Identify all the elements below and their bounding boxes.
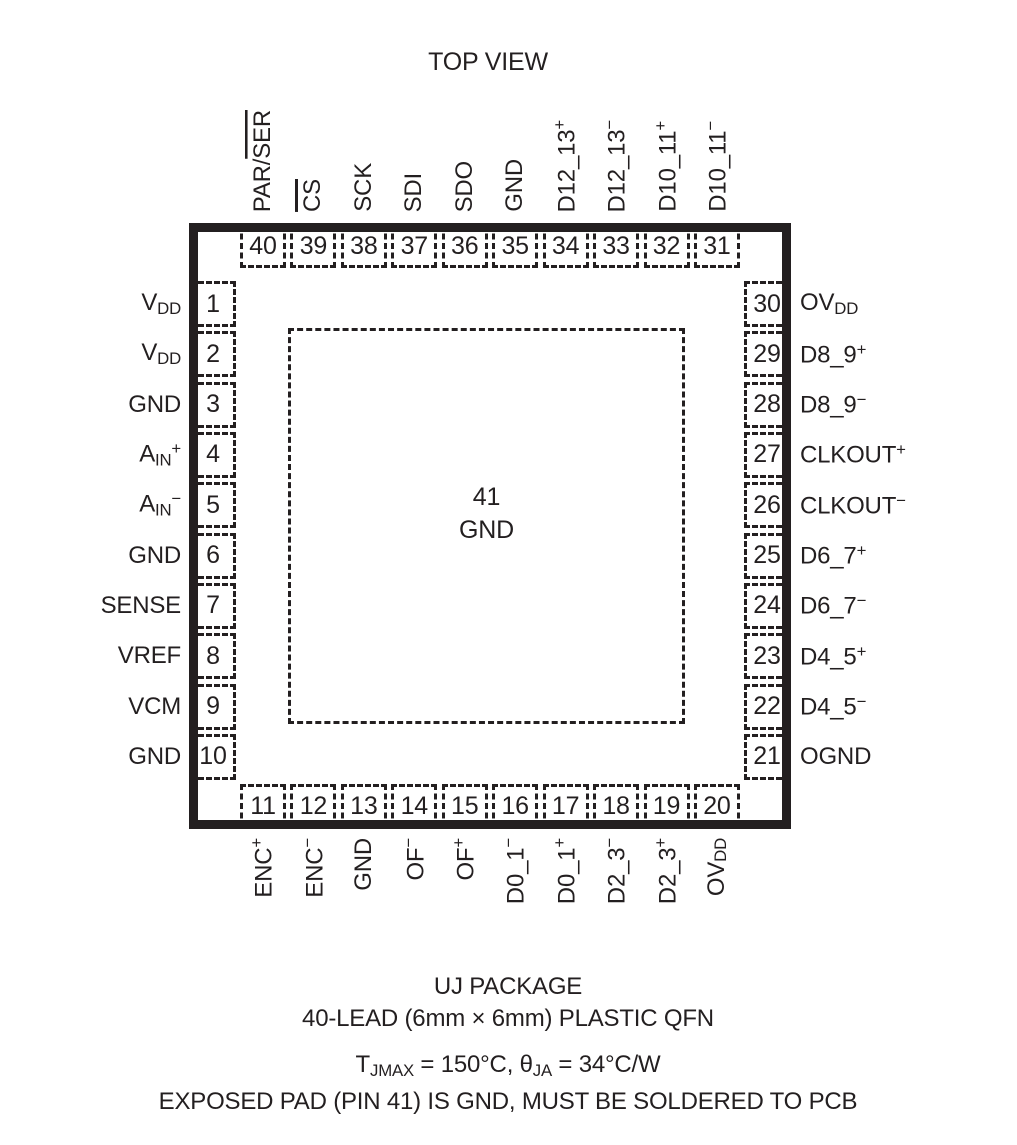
pin-38-label-cell xyxy=(341,85,387,212)
pin-number: 6 xyxy=(206,541,220,570)
pin-17-label: D0_1+ xyxy=(549,838,581,905)
pin-29-label: D8_9+ xyxy=(800,339,867,369)
pin-30-label-cell xyxy=(800,281,1017,327)
thermal-info: $T_{JMAX} = 150^\circ C$, $\theta_{JA} = 34^\circ C/W$ xyxy=(355,1051,661,1081)
pin-34-label: D12_13+ xyxy=(549,119,581,212)
pin-35-label: GND xyxy=(501,159,529,212)
pin-10-label-cell xyxy=(0,734,181,780)
pin-number: 37 xyxy=(400,231,429,260)
pin-7-label-cell xyxy=(0,583,181,629)
pin-12-label-cell xyxy=(290,838,336,968)
pin-26 xyxy=(744,482,790,528)
pin-number: 19 xyxy=(652,791,681,820)
pin-16 xyxy=(492,784,538,828)
pin-number: 13 xyxy=(350,791,378,820)
pin-34 xyxy=(543,224,589,268)
pin-4-label: $A_{IN}^+$ xyxy=(139,439,181,470)
pin-number: 14 xyxy=(400,791,429,820)
pin-15 xyxy=(442,784,488,828)
pin-22-label-cell xyxy=(800,684,1017,730)
pin-number: 32 xyxy=(652,231,681,260)
pin-28-label-cell xyxy=(800,382,1017,428)
pin-number: 4 xyxy=(206,440,220,469)
pin-number: 17 xyxy=(551,791,580,820)
pin-35-label-cell xyxy=(492,85,538,212)
pin-2 xyxy=(190,331,236,377)
pin-number: 5 xyxy=(206,490,220,519)
pin-number: 30 xyxy=(753,289,781,318)
pin-number: 18 xyxy=(602,791,630,820)
pin-22 xyxy=(744,684,790,730)
pin-22-label: D4_5− xyxy=(800,691,867,721)
pin-14 xyxy=(391,784,437,828)
pin-number: 23 xyxy=(753,641,781,670)
pin-number: 15 xyxy=(451,791,479,820)
pin-24-label-cell xyxy=(800,583,1017,629)
pin-8 xyxy=(190,633,236,679)
pin-24-label: D6_7− xyxy=(800,591,867,620)
pin-37 xyxy=(391,224,437,268)
pin-29 xyxy=(744,331,790,377)
pin-number: 40 xyxy=(249,231,277,260)
pin-number: 27 xyxy=(753,440,781,469)
pin-6 xyxy=(190,533,236,579)
pin-labels-bottom xyxy=(240,838,740,968)
pin-12-label: ENC− xyxy=(297,838,329,898)
pin-40-label-cell xyxy=(240,85,286,212)
pin-number: 26 xyxy=(753,490,781,519)
pin-17-label-cell xyxy=(543,838,589,968)
pin-26-label: CLKOUT− xyxy=(800,490,906,520)
pin-37-label: SDI xyxy=(400,172,428,212)
pin-3 xyxy=(190,382,236,428)
pin-19-label-cell xyxy=(644,838,690,968)
footer-notes-block xyxy=(8,1049,1008,1117)
pin-7 xyxy=(190,583,236,629)
pin-number: 20 xyxy=(703,791,731,820)
exposed-pad xyxy=(288,481,685,547)
exposed-pad-number: 41 xyxy=(472,483,501,511)
pin-33-label: D12_13− xyxy=(600,119,631,212)
exposed-pad-note: EXPOSED PAD (PIN 41) IS GND, MUST BE SOLDERED TO PCB xyxy=(158,1088,858,1116)
pin-number: 10 xyxy=(199,742,227,771)
pin-number: 7 xyxy=(206,591,220,620)
pin-13-label-cell xyxy=(341,838,387,968)
pin-number: 25 xyxy=(753,541,781,570)
pin-25-label-cell xyxy=(800,533,1017,579)
pin-number: 16 xyxy=(501,791,529,820)
pin-28-label: D8_9− xyxy=(800,389,867,419)
pin-14-label-cell xyxy=(391,838,437,968)
pin-20 xyxy=(694,784,740,828)
pin-16-label: D0_1− xyxy=(499,838,530,905)
pin-9-label-cell xyxy=(0,684,181,730)
pin-23 xyxy=(744,633,790,679)
pin-13 xyxy=(341,784,387,828)
pin-number: 29 xyxy=(753,339,781,368)
pin-18 xyxy=(593,784,639,828)
pin-5 xyxy=(190,482,236,528)
pin-number: 33 xyxy=(602,231,630,260)
pin-16-label-cell xyxy=(492,838,538,968)
pin-15-label-cell xyxy=(442,838,488,968)
pin-25-label: D6_7+ xyxy=(800,540,867,570)
pin-5-label: $A_{IN}^-$ xyxy=(139,489,181,521)
pin-number: 3 xyxy=(206,390,220,419)
pin-32-label: D10_11+ xyxy=(650,121,682,212)
exposed-pad-label: GND xyxy=(459,516,514,544)
pin-number: 9 xyxy=(206,692,220,721)
pin-28 xyxy=(744,382,790,428)
pin-15-label: OF+ xyxy=(448,838,480,881)
pin-19 xyxy=(644,784,690,828)
pin-11 xyxy=(240,784,286,828)
pin-14-label: OF− xyxy=(398,838,430,881)
pin-21-label: OGND xyxy=(800,742,872,770)
pin-36-label: SDO xyxy=(450,160,478,212)
pin-31-label: D10_11− xyxy=(701,121,732,212)
pin-number: 28 xyxy=(753,390,781,419)
pin-9-label: VCM xyxy=(128,692,181,720)
pin-32-label-cell xyxy=(644,85,690,212)
pin-31 xyxy=(694,224,740,268)
pin-39-label-cell xyxy=(290,85,336,212)
pin-11-label-cell xyxy=(240,838,286,968)
pin-1-label: $V_{DD}$ xyxy=(141,288,181,319)
pin-10 xyxy=(190,734,236,780)
pin-21-label-cell xyxy=(800,734,1017,780)
pin-10-label: GND xyxy=(128,742,181,770)
pin-20-label-cell xyxy=(694,838,740,968)
pin-30-label: $OV_{DD}$ xyxy=(800,288,859,319)
pin-number: 21 xyxy=(753,742,781,771)
pin-35 xyxy=(492,224,538,268)
pin-36 xyxy=(442,224,488,268)
pin-row-right xyxy=(744,281,790,780)
pin-40 xyxy=(240,224,286,268)
pin-labels-top xyxy=(240,85,740,212)
pin-number: 38 xyxy=(350,231,378,260)
pin-number: 36 xyxy=(451,231,479,260)
pin-row-bottom xyxy=(240,784,740,828)
pin-6-label: GND xyxy=(128,541,181,569)
pin-row-left xyxy=(190,281,236,780)
pin-26-label-cell xyxy=(800,482,1017,528)
pin-3-label-cell xyxy=(0,382,181,428)
pin-27 xyxy=(744,432,790,478)
pin-5-label-cell xyxy=(0,482,181,528)
pin-30 xyxy=(744,281,790,327)
pin-17 xyxy=(543,784,589,828)
pin-9 xyxy=(190,684,236,730)
pin-6-label-cell xyxy=(0,533,181,579)
pin-13-label: GND xyxy=(349,838,377,891)
pin-number: 31 xyxy=(703,231,731,260)
pin-7-label: SENSE xyxy=(100,591,181,619)
pin-number: 11 xyxy=(250,791,276,820)
pin-1-label-cell xyxy=(0,281,181,327)
pin-8-label: VREF xyxy=(117,642,181,670)
pin-number: 35 xyxy=(501,231,529,260)
pin-19-label: D2_3+ xyxy=(650,838,682,905)
pin-40-label: PAR/SER xyxy=(249,109,276,212)
pin-number: 34 xyxy=(551,231,580,260)
pin-11-label: ENC+ xyxy=(247,838,278,898)
pin-number: 1 xyxy=(206,289,220,318)
pin-1 xyxy=(190,281,236,327)
pin-31-label-cell xyxy=(694,85,740,212)
pin-38-label: SCK xyxy=(349,163,377,212)
pin-number: 2 xyxy=(206,339,220,368)
pin-number: 24 xyxy=(753,591,781,620)
pin-27-label: CLKOUT+ xyxy=(800,440,906,469)
package-description: 40-LEAD (6mm × 6mm) PLASTIC QFN xyxy=(302,1005,714,1032)
pin-34-label-cell xyxy=(543,85,589,212)
pin-20-label: $OV_{DD}$ xyxy=(702,838,731,897)
pin-row-top xyxy=(240,224,740,268)
pin-36-label-cell xyxy=(442,85,488,212)
pin-8-label-cell xyxy=(0,633,181,679)
pin-18-label-cell xyxy=(593,838,639,968)
package-name: UJ PACKAGE xyxy=(433,973,583,1000)
pin-33 xyxy=(593,224,639,268)
pin-39 xyxy=(290,224,336,268)
pin-23-label-cell xyxy=(800,633,1017,679)
pin-37-label-cell xyxy=(391,85,437,212)
pin-labels-left xyxy=(0,281,181,780)
pin-12 xyxy=(290,784,336,828)
pin-25 xyxy=(744,533,790,579)
pin-24 xyxy=(744,583,790,629)
pin-4-label-cell xyxy=(0,432,181,478)
pin-number: 12 xyxy=(299,791,328,820)
pin-29-label-cell xyxy=(800,331,1017,377)
pin-27-label-cell xyxy=(800,432,1017,478)
footer-package-block xyxy=(8,971,1008,1035)
pin-39-label: CS xyxy=(299,179,327,212)
diagram-title: TOP VIEW xyxy=(428,48,548,76)
pin-38 xyxy=(341,224,387,268)
pin-32 xyxy=(644,224,690,268)
pin-number: 39 xyxy=(299,231,328,260)
pin-3-label: GND xyxy=(128,390,181,418)
pin-number: 22 xyxy=(753,692,781,721)
pin-2-label: $V_{DD}$ xyxy=(141,339,181,369)
pin-labels-right xyxy=(800,281,1017,780)
pin-21 xyxy=(744,734,790,780)
pin-23-label: D4_5+ xyxy=(800,641,867,671)
pin-4 xyxy=(190,432,236,478)
pin-18-label: D2_3− xyxy=(600,838,631,905)
pin-number: 8 xyxy=(206,641,220,670)
pin-2-label-cell xyxy=(0,331,181,377)
pin-33-label-cell xyxy=(593,85,639,212)
